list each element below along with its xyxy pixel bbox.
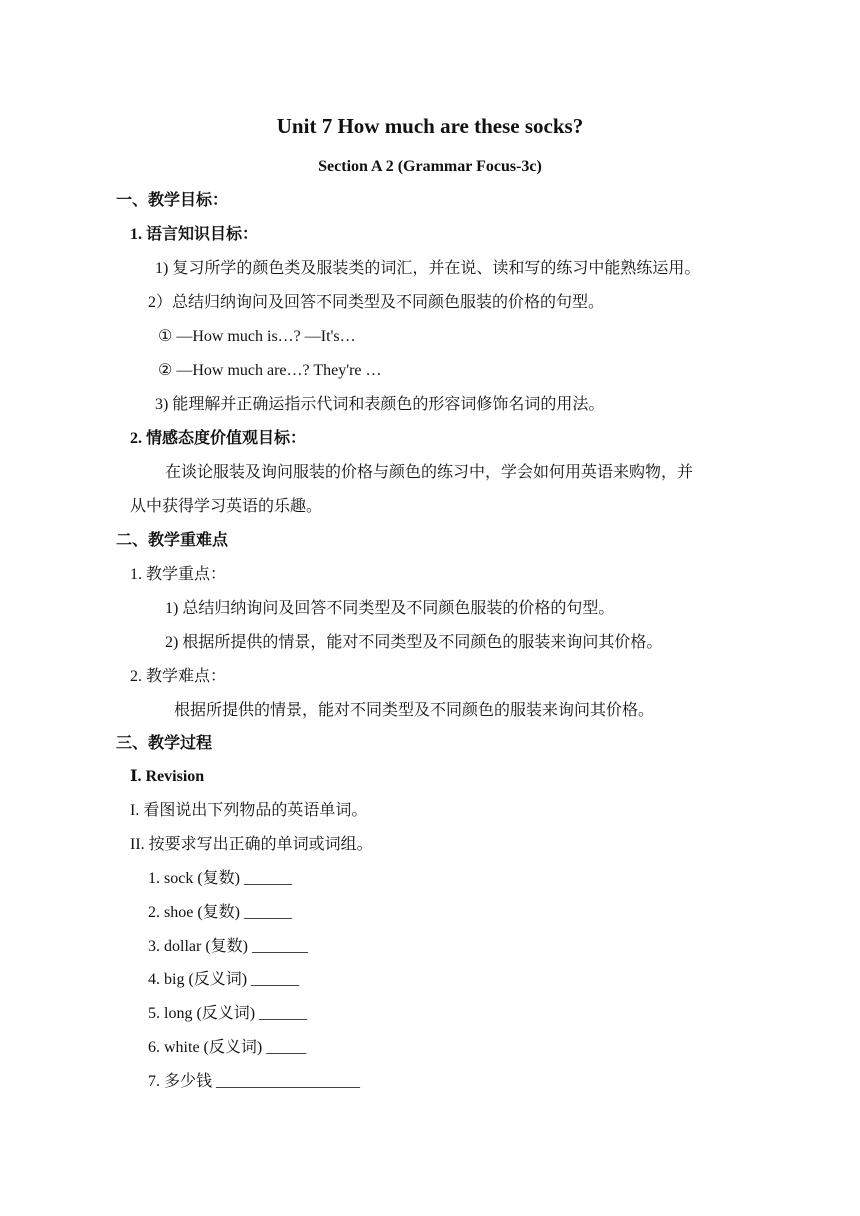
task-instruction: I. 看图说出下列物品的英语单词。: [130, 802, 368, 819]
objective-point: 3) 能理解并正确运指示代词和表颜色的形容词修饰名词的用法。: [155, 396, 605, 413]
section-heading-process: 三、教学过程: [116, 735, 213, 752]
objective-heading-language: 1. 语言知识目标：: [130, 226, 259, 243]
paragraph-line: 在谈论服装及询问服装的价格与颜色的练习中，学会如何用英语来购物，并: [165, 464, 694, 481]
paragraph-line: 从中获得学习英语的乐趣。: [130, 498, 323, 515]
exercise-item: 6. white (反义词) _____: [148, 1039, 307, 1056]
section-heading-key-points: 二、教学重难点: [116, 532, 229, 549]
exercise-item: 7. 多少钱 __________________: [148, 1073, 361, 1090]
difficult-point: 根据所提供的情景，能对不同类型及不同颜色的服装来询问其价格。: [174, 702, 655, 719]
difficult-points-heading: 2. 教学难点：: [130, 668, 227, 685]
exercise-item: 3. dollar (复数) _______: [148, 938, 308, 955]
exercise-item: 2. shoe (复数) ______: [148, 904, 292, 921]
section-heading-objectives: 一、教学目标：: [116, 192, 229, 209]
key-point: 2) 根据所提供的情景，能对不同类型及不同颜色的服装来询问其价格。: [165, 634, 663, 651]
key-points-heading: 1. 教学重点：: [130, 566, 227, 583]
page-subtitle: Section A 2 (Grammar Focus-3c): [318, 158, 542, 175]
page-title: Unit 7 How much are these socks?: [276, 114, 584, 138]
exercise-item: 4. big (反义词) ______: [148, 971, 300, 988]
objective-point: 1) 复习所学的颜色类及服装类的词汇，并在说、读和写的练习中能熟练运用。: [155, 260, 701, 277]
objective-point: 2）总结归纳询问及回答不同类型及不同颜色服装的价格的句型。: [148, 294, 605, 311]
task-instruction: II. 按要求写出正确的单词或词组。: [130, 836, 373, 853]
revision-heading: Ⅰ. Revision: [130, 768, 205, 785]
exercise-item: 5. long (反义词) ______: [148, 1005, 308, 1022]
objective-heading-attitude: 2. 情感态度价值观目标：: [130, 430, 307, 447]
sentence-pattern: ② —How much are…? They're …: [158, 362, 382, 379]
key-point: 1) 总结归纳询问及回答不同类型及不同颜色服装的价格的句型。: [165, 600, 615, 617]
exercise-item: 1. sock (复数) ______: [148, 870, 292, 887]
sentence-pattern: ① —How much is…? —It's…: [158, 328, 356, 345]
